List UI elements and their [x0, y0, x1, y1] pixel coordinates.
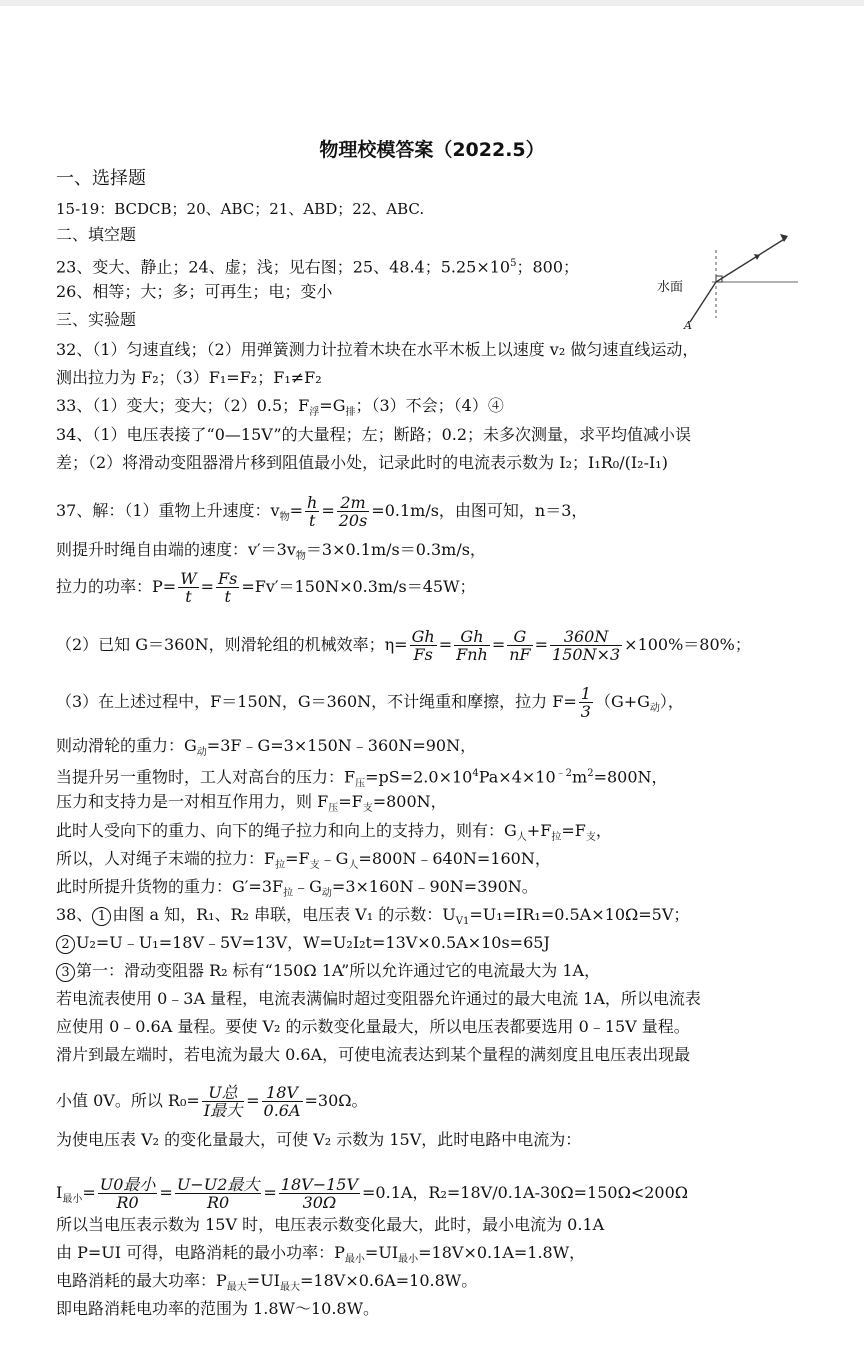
fraction: $\frac{\text{U0最小}}{R0}$ [99, 1175, 156, 1212]
answer-34-line1: 34、（1）电压表接了“0—15V”的大量程；左；断路；0.2；未多次测量，求平均值减小误 [56, 425, 692, 444]
answer-34-line2: 差；（2）将滑动变阻器滑片移到阻值最小处，记录此时的电流表示数为 I₂；I₁R₀/(I₂-I₁) [56, 453, 668, 472]
answer-38-step2: 2 U₂=U﹣U₁=18V﹣5V=13V，W=U₂I₂t=13V×0.5A×10s=65J [56, 933, 550, 954]
fraction: $\frac{\text{U总}}{\text{I最大}}$ [203, 1083, 243, 1120]
answer-37-step11: 此时所提升货物的重力：$G'=3F_拉﹣G_动=3\times 160N﹣90N=390N$。 [56, 877, 538, 900]
answer-38-step5: 应使用 0﹣0.6A 量程。要使 V₂ 的示数变化量最大，所以电压表都要选用 0﹣15V 量程。 [56, 1017, 690, 1036]
point-a-label: A [684, 319, 692, 332]
answer-choice: 15-19：BCDCB；20、ABC；21、ABD；22、ABC. [56, 200, 425, 218]
answer-37-step9: 此时人受向下的重力、向下的绳子拉力和向上的支持力，则有：$G_人+F_拉=F_支$， [56, 821, 612, 844]
fraction: $\frac{Fs}{t}$ [218, 569, 238, 606]
answer-38-step8: 为使电压表 V₂ 的变化量最大，可使 V₂ 示数为 15V，此时电路中电流为： [56, 1130, 582, 1149]
fraction: $\frac{18V}{0.6A}$ [263, 1083, 301, 1120]
answer-38-step3: 3 第一：滑动变阻器 R₂ 标有“150Ω 1A”所以允许通过它的电流最大为 1A， [56, 961, 600, 982]
circled-number: 1 [92, 907, 111, 926]
answer-32-line2: 测出拉力为 F₂；（3）F₁=F₂；F₁≠F₂ [56, 368, 322, 387]
page-title: 物理校模答案（2022.5） [319, 139, 545, 161]
fraction: $\frac{1}{3}$ [580, 684, 591, 721]
answer-33: 33、（1）变大；变大；（2）0.5；$F_浮=G_排$；（3）不会；（4）④ [56, 396, 504, 419]
water-surface-label: 水面 [657, 280, 684, 295]
answer-38-step11: 由 P=UI 可得，电路消耗的最小功率：$P_{最小}=UI_{最小}=18V\times 0.1A=1.8W$， [56, 1243, 586, 1266]
answer-38-min-current: $I_{最小}=$ $\frac{\text{U0最小}}{R0}$ = $\frac{\text{U−U2最大}}{R0}$ = $\frac{18V-15V}{30\Omega}$ =0.1A，R₂=18V/0.1A-30Ω=150Ω<200Ω [56, 1175, 689, 1212]
incident-ray [690, 282, 716, 322]
answer-38-conclusion: 即电路消耗电功率的范围为 1.8W～10.8W。 [56, 1299, 380, 1318]
answer-37-efficiency: （2）已知 G＝360N，则滑轮组的机械效率；η= $\frac{Gh}{Fs}$ = $\frac{Gh}{\text{Fnh}}$ = $\frac{G}{nF}$ = $\frac{360N}{150N\times 3}$ ×100%＝80%； [56, 627, 751, 664]
answer-38-step6: 滑片到最左端时，若电流为最大 0.6A，可使电流表达到某个量程的满刻度且电压表出现最 [56, 1045, 691, 1064]
answer-37-step8: 压力和支持力是一对相互作用力，则 $F_压=F_支=800N$， [56, 792, 447, 815]
fraction: $\frac{18V-15V}{30\Omega}$ [280, 1175, 359, 1212]
answer-37-step2: 则提升时绳自由端的速度：$v'=3v_物=3\times 0.1m/s=0.3m/s$， [56, 540, 486, 563]
section-fill: 二、填空题 [56, 225, 137, 244]
answer-37-step1: 37、解：（1）重物上升速度：$v_物=$ $\frac{h}{t}$ = $\frac{2m}{20s}$ =0.1m/s，由图可知，n＝3， [56, 493, 588, 530]
fraction: $\frac{G}{nF}$ [509, 627, 531, 664]
answer-38-step12: 电路消耗的最大功率：$P_{最大}=UI_{最大}=18V\times 0.6A=10.8W$。 [56, 1271, 478, 1294]
answer-37-step7: 当提升另一重物时，工人对高台的压力：$F_压=pS=2.0\times 10^4Pa\times 4\times 10^{﹣2}m^2=800N$， [56, 767, 668, 790]
section-choice: 一、选择题 [56, 168, 146, 189]
circled-number: 3 [56, 963, 75, 982]
answer-32-line1: 32、（1）匀速直线；（2）用弹簧测力计拉着木块在水平木板上以速度 v₂ 做匀速直线运动， [56, 340, 699, 359]
answer-38-step1: 38、 1 由图 a 知，R₁、R₂ 串联，电压表 V₁ 的示数：$U_{V1}=U_1=IR_1=0.5A\times 10\Omega=5V$； [56, 905, 690, 928]
fraction: $\frac{h}{t}$ [307, 493, 318, 530]
answer-37-step6: 则动滑轮的重力：$G_动=3F﹣G=3\times 150N﹣360N=90N$， [56, 736, 477, 759]
answer-38-step4: 若电流表使用 0﹣3A 量程，电流表满偏时超过变阻器允许通过的最大电流 1A，所以电流表 [56, 989, 701, 1008]
section-experiment: 三、实验题 [56, 310, 137, 329]
fraction: $\frac{Gh}{\text{Fnh}}$ [456, 627, 488, 664]
fraction: $\frac{360N}{150N\times 3}$ [552, 627, 621, 664]
answer-37-part3: （3）在上述过程中，F＝150N，G＝360N，不计绳重和摩擦，拉力 F= $\frac{1}{3}$ $(G+G_动)$， [56, 684, 684, 721]
fraction: $\frac{2m}{20s}$ [338, 493, 368, 530]
answer-38-step10: 所以当电压表示数为 15V 时，电压表示数变化最大，此时，最小电流为 0.1A [56, 1215, 605, 1234]
refracted-ray [716, 238, 786, 282]
fraction: $\frac{W}{t}$ [180, 569, 197, 606]
answer-23: 23、变大、静止；24、虚；浅；见右图；25、48.4；$5.25\times 10^5$；800； [56, 257, 580, 277]
answer-37-step3: 拉力的功率：P= $\frac{W}{t}$ = $\frac{Fs}{t}$ =Fv′＝150N×0.3m/s＝45W； [56, 569, 476, 606]
fraction: $\frac{\text{U−U2最大}}{R0}$ [176, 1175, 260, 1212]
answer-37-step10: 所以，人对绳子末端的拉力：$F_拉=F_支﹣G_人=800N﹣640N=160N$， [56, 849, 551, 872]
circled-number: 2 [56, 935, 75, 954]
top-bar [0, 0, 864, 6]
fraction: $\frac{Gh}{Fs}$ [411, 627, 435, 664]
answer-38-r0: 小值 0V。所以 R₀= $\frac{\text{U总}}{\text{I最大}}$ = $\frac{18V}{0.6A}$ =30Ω。 [56, 1083, 368, 1120]
answer-26: 26、相等；大；多；可再生；电；变小 [56, 282, 333, 301]
